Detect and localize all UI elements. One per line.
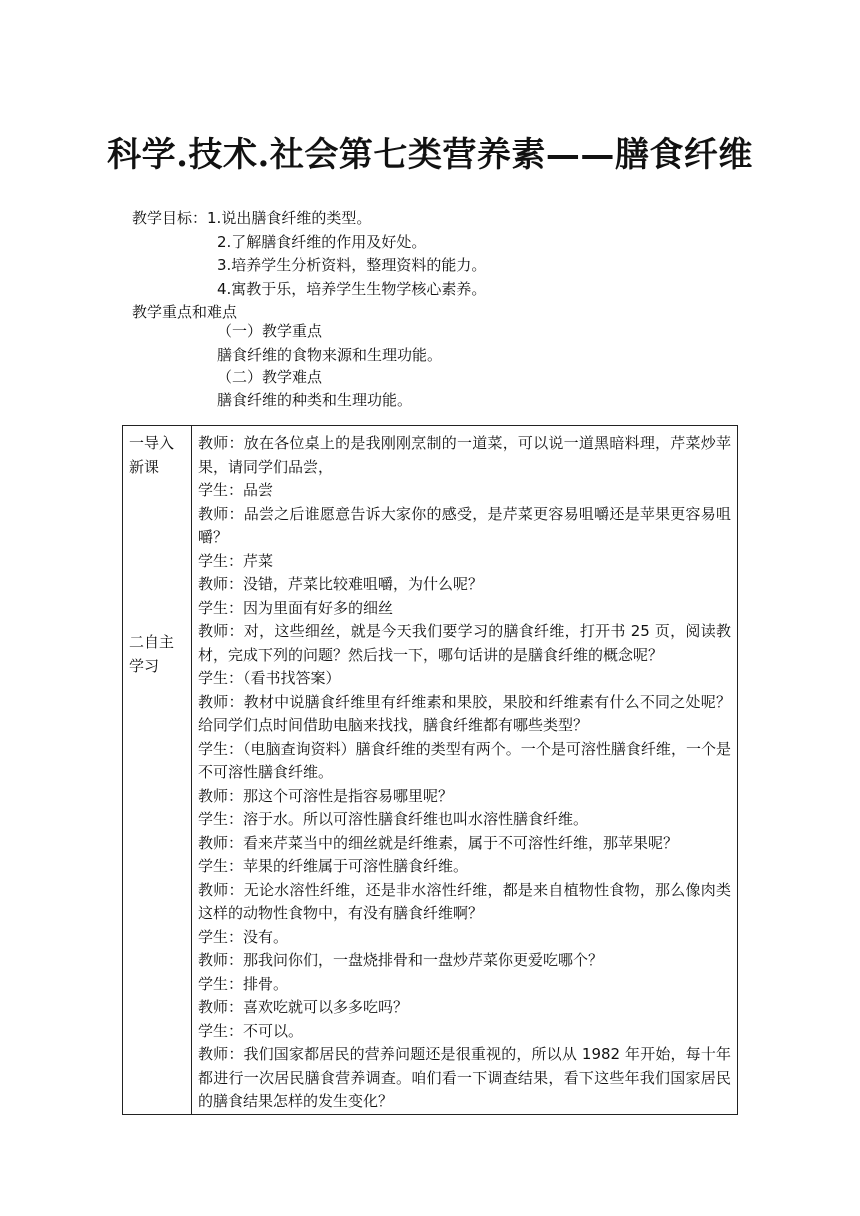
dialogue-line: 学生：芹菜 [198, 551, 274, 570]
key-points-heading: 教学重点和难点 [132, 303, 238, 321]
lesson-table [122, 425, 738, 1115]
dialogue-line: 学生：没有。 [198, 927, 289, 946]
section-label-cell [123, 426, 192, 1115]
dialogue-line: 学生：排骨。 [198, 974, 289, 993]
key-point-text-2: 膳食纤维的种类和生理功能。 [217, 391, 413, 409]
dialogue-line: 教师：放在各位桌上的是我刚刚烹制的一道菜，可以说一道黑暗料理，芹菜炒苹果，请同学们品尝， [198, 434, 731, 476]
section-label-2: 二自主学习 [129, 633, 175, 675]
dialogue-line: 学生：溶于水。所以可溶性膳食纤维也叫水溶性膳食纤维。 [198, 810, 589, 828]
dialogue-line: 学生：品尝 [198, 481, 274, 499]
section-label-1: 一导入新课 [129, 434, 175, 476]
dialogue-line: 学生：苹果的纤维属于可溶性膳食纤维。 [198, 857, 469, 875]
objective-item-4: 4.寓教于乐，培养学生生物学核心素养。 [217, 280, 487, 298]
dialogue-line: 教师：我们国家都居民的营养问题还是很重视的，所以从 1982 年开始，每十年都进行一次居民膳食营养调查。咱们看一下调查结果，看下这些年我们国家居民的膳食结果怎样的发生变化？ [198, 1045, 731, 1110]
dialogue-line: 学生：（电脑查询资料）膳食纤维的类型有两个。一个是可溶性膳食纤维，一个是不可溶性膳食纤维。 [198, 739, 731, 781]
key-point-text-1: 膳食纤维的食物来源和生理功能。 [217, 346, 443, 364]
objective-item-3: 3.培养学生分析资料，整理资料的能力。 [217, 256, 487, 274]
objective-item-2: 2.了解膳食纤维的作用及好处。 [217, 233, 427, 251]
dialogue-line: 教师：看来芹菜当中的细丝就是纤维素，属于不可溶性纤维，那苹果呢？ [198, 833, 679, 852]
key-point-subtitle-2: （二）教学难点 [217, 368, 323, 386]
dialogue-line: 教师：对，这些细丝，就是今天我们要学习的膳食纤维，打开书 25 页，阅读教材，完成下列的问题？然后找一下，哪句话讲的是膳食纤维的概念呢？ [198, 622, 731, 664]
objectives-line-1 [132, 207, 371, 231]
objectives-label: 教学目标： [132, 209, 208, 227]
dialogue-cell [192, 426, 738, 1115]
dialogue-line: 学生：不可以。 [198, 1021, 304, 1040]
dialogue-line: 学生：因为里面有好多的细丝 [198, 598, 394, 617]
dialogue-line: 学生：（看书找答案） [198, 669, 341, 687]
dialogue-line: 教师：那我问你们，一盘烧排骨和一盘炒芹菜你更爱吃哪个？ [198, 951, 604, 969]
dialogue-line: 教师：品尝之后谁愿意告诉大家你的感受，是芹菜更容易咀嚼还是苹果更容易咀嚼？ [198, 504, 731, 546]
dialogue-line: 教师：没错，芹菜比较难咀嚼，为什么呢？ [198, 575, 484, 593]
dialogue-line: 教师：喜欢吃就可以多多吃吗？ [198, 998, 409, 1016]
dialogue-line: 教师：教材中说膳食纤维里有纤维素和果胶，果胶和纤维素有什么不同之处呢？给同学们点时间借助电脑来找找，膳食纤维都有哪些类型？ [198, 692, 731, 734]
dialogue-line: 教师：那这个可溶性是指容易哪里呢？ [198, 786, 454, 805]
key-point-subtitle-1: （一）教学重点 [217, 322, 323, 340]
objective-item-1: 1.说出膳食纤维的类型。 [207, 209, 372, 227]
document-title: 科学.技术.社会第七类营养素——膳食纤维 [107, 135, 753, 175]
table-row [123, 426, 738, 1115]
dialogue-line: 教师：无论水溶性纤维，还是非水溶性纤维，都是来自植物性食物，那么像肉类这样的动物性食物中，有没有膳食纤维啊？ [198, 880, 731, 922]
